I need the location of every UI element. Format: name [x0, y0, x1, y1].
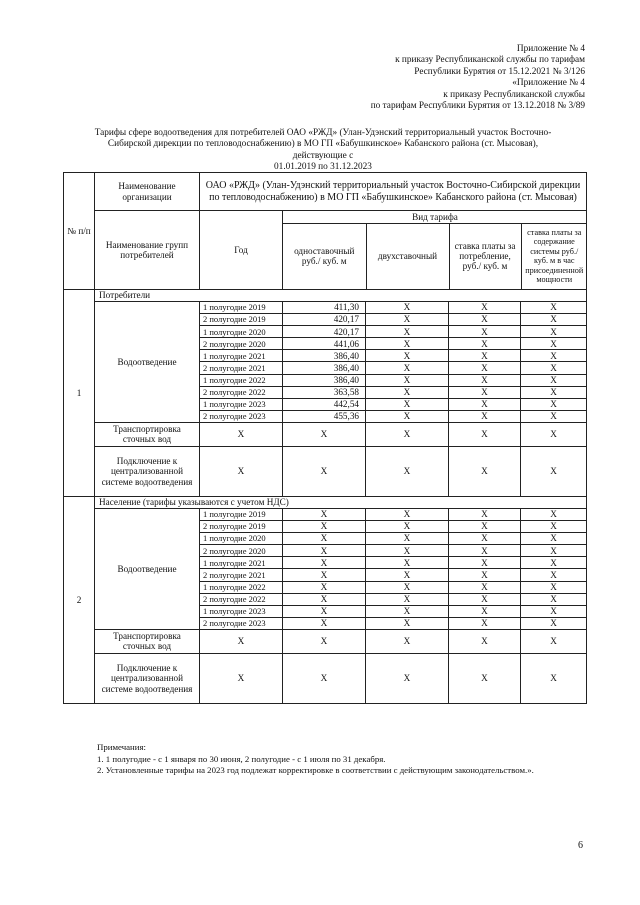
consumption-rate-cell: X: [449, 338, 521, 350]
period-cell: 2 полугодие 2020: [200, 545, 283, 557]
maintenance-rate-cell: X: [521, 302, 587, 314]
title-line: Сибирской дирекции по тепловодоснабжению) в МО ГП «Бабушкинское» Кабанского района (ст. Мысовая), действующие с: [107, 139, 539, 161]
connection-row: [64, 653, 587, 703]
table-row: [64, 302, 587, 314]
maintenance-rate-cell: X: [521, 533, 587, 545]
period-cell: 1 полугодие 2022: [200, 374, 283, 386]
period-cell: 2 полугодие 2020: [200, 338, 283, 350]
transport-cons-cell: X: [449, 422, 521, 446]
consumption-rate-cell: X: [449, 374, 521, 386]
header-single-rate: одноставочный руб./ куб. м: [283, 223, 366, 289]
transport-label: Транспортировка сточных вод: [95, 422, 200, 446]
maintenance-rate-cell: X: [521, 362, 587, 374]
annex-line: «Приложение № 4: [512, 78, 585, 89]
page-number: 6: [578, 840, 583, 851]
maintenance-rate-cell: X: [521, 521, 587, 533]
period-cell: 2 полугодие 2021: [200, 362, 283, 374]
period-cell: 1 полугодие 2019: [200, 302, 283, 314]
single-rate-cell: X: [283, 545, 366, 557]
single-rate-cell: 441,06: [283, 338, 366, 350]
two-rate-cell: X: [366, 581, 449, 593]
maintenance-rate-cell: X: [521, 314, 587, 326]
consumption-rate-cell: X: [449, 350, 521, 362]
transport-single-cell: X: [283, 629, 366, 653]
maintenance-rate-cell: X: [521, 398, 587, 410]
period-cell: 1 полугодие 2022: [200, 581, 283, 593]
single-rate-cell: 386,40: [283, 362, 366, 374]
header-org-value: ОАО «РЖД» (Улан-Удэнский территориальный участок Восточно-Сибирской дирекции по тепловодоснабжению) в МО ГП «Бабушкинское» Кабанского района (ст. Мысовая): [200, 173, 587, 211]
consumption-rate-cell: X: [449, 593, 521, 605]
two-rate-cell: X: [366, 557, 449, 569]
two-rate-cell: X: [366, 314, 449, 326]
notes-heading: Примечания:: [97, 742, 146, 752]
transport-single-cell: X: [283, 422, 366, 446]
single-rate-cell: X: [283, 581, 366, 593]
transport-cons-cell: X: [449, 629, 521, 653]
period-cell: 1 полугодие 2023: [200, 398, 283, 410]
transport-year-cell: X: [200, 422, 283, 446]
header-two-rate: двухставочный: [366, 223, 449, 289]
section-title: Население (тарифы указываются с учетом НДС): [95, 496, 587, 508]
header-maintenance-rate: ставка платы за содержание системы руб./куб. м в час присоединенной мощности: [525, 228, 584, 285]
maintenance-rate-cell: X: [521, 338, 587, 350]
single-rate-cell: X: [283, 593, 366, 605]
transport-two-cell: X: [366, 629, 449, 653]
maintenance-rate-cell: X: [521, 605, 587, 617]
consumption-rate-cell: X: [449, 326, 521, 338]
document-title: [82, 128, 564, 174]
consumption-rate-cell: X: [449, 386, 521, 398]
maintenance-rate-cell: X: [521, 508, 587, 520]
header-consumption-rate: ставка платы за потребление, руб./ куб. м: [449, 223, 521, 289]
period-cell: 1 полугодие 2019: [200, 508, 283, 520]
maintenance-rate-cell: X: [521, 557, 587, 569]
two-rate-cell: X: [366, 350, 449, 362]
two-rate-cell: X: [366, 338, 449, 350]
header-tariff-type: Вид тарифа: [283, 211, 587, 223]
single-rate-cell: 411,30: [283, 302, 366, 314]
period-cell: 2 полугодие 2023: [200, 617, 283, 629]
consumption-rate-cell: X: [449, 362, 521, 374]
two-rate-cell: X: [366, 569, 449, 581]
annex-line: Приложение № 4: [516, 44, 585, 54]
single-rate-cell: X: [283, 508, 366, 520]
header-num: № п/п: [64, 173, 95, 290]
header-org-name: Наименование организации: [95, 173, 200, 211]
annex-line: к приказу Республиканской службы по тарифам: [395, 55, 585, 66]
maintenance-rate-cell: X: [521, 545, 587, 557]
two-rate-cell: X: [366, 533, 449, 545]
connection-cons-cell: X: [449, 653, 521, 703]
consumption-rate-cell: X: [449, 545, 521, 557]
connection-two-cell: X: [366, 653, 449, 703]
period-cell: 1 полугодие 2020: [200, 326, 283, 338]
service-name: Водоотведение: [95, 302, 200, 423]
consumption-rate-cell: X: [449, 581, 521, 593]
single-rate-cell: 420,17: [283, 326, 366, 338]
maintenance-rate-cell: X: [521, 374, 587, 386]
connection-label: Подключение к централизованной системе водоотведения: [95, 446, 200, 496]
annex-header: [265, 44, 585, 112]
transport-maint-cell: X: [521, 422, 587, 446]
transport-row: [64, 629, 587, 653]
two-rate-cell: X: [366, 593, 449, 605]
single-rate-cell: X: [283, 569, 366, 581]
consumption-rate-cell: X: [449, 569, 521, 581]
connection-year-cell: X: [200, 446, 283, 496]
period-cell: 1 полугодие 2020: [200, 533, 283, 545]
single-rate-cell: 442,54: [283, 398, 366, 410]
title-line: Тарифы сфере водоотведения для потребителей ОАО «РЖД» (Улан-Удэнский территориальный участок Восточно-: [94, 128, 552, 138]
connection-row: [64, 446, 587, 496]
annex-line: по тарифам Республики Бурятия от 13.12.2018 № 3/89: [370, 101, 585, 112]
two-rate-cell: X: [366, 386, 449, 398]
section-num: 2: [64, 496, 95, 703]
consumption-rate-cell: X: [449, 617, 521, 629]
period-cell: 2 полугодие 2022: [200, 593, 283, 605]
consumption-rate-cell: X: [449, 521, 521, 533]
two-rate-cell: X: [366, 302, 449, 314]
two-rate-cell: X: [366, 326, 449, 338]
title-line: 01.01.2019 по 31.12.2023: [274, 162, 372, 173]
period-cell: 2 полугодие 2019: [200, 314, 283, 326]
period-cell: 2 полугодие 2019: [200, 521, 283, 533]
two-rate-cell: X: [366, 362, 449, 374]
two-rate-cell: X: [366, 410, 449, 422]
connection-two-cell: X: [366, 446, 449, 496]
tariff-table: [63, 172, 587, 704]
two-rate-cell: X: [366, 374, 449, 386]
transport-maint-cell: X: [521, 629, 587, 653]
consumption-rate-cell: X: [449, 533, 521, 545]
period-cell: 2 полугодие 2022: [200, 386, 283, 398]
two-rate-cell: X: [366, 508, 449, 520]
maintenance-rate-cell: X: [521, 569, 587, 581]
consumption-rate-cell: X: [449, 605, 521, 617]
single-rate-cell: 420,17: [283, 314, 366, 326]
connection-maint-cell: X: [521, 653, 587, 703]
period-cell: 1 полугодие 2021: [200, 350, 283, 362]
single-rate-cell: X: [283, 617, 366, 629]
consumption-rate-cell: X: [449, 508, 521, 520]
maintenance-rate-cell: X: [521, 593, 587, 605]
connection-single-cell: X: [283, 653, 366, 703]
maintenance-rate-cell: X: [521, 386, 587, 398]
period-cell: 1 полугодие 2021: [200, 557, 283, 569]
period-cell: 2 полугодие 2021: [200, 569, 283, 581]
connection-maint-cell: X: [521, 446, 587, 496]
single-rate-cell: X: [283, 557, 366, 569]
connection-cons-cell: X: [449, 446, 521, 496]
two-rate-cell: X: [366, 617, 449, 629]
single-rate-cell: X: [283, 605, 366, 617]
service-name: Водоотведение: [95, 508, 200, 629]
two-rate-cell: X: [366, 545, 449, 557]
consumption-rate-cell: X: [449, 398, 521, 410]
section-num: 1: [64, 290, 95, 497]
consumption-rate-cell: X: [449, 410, 521, 422]
transport-two-cell: X: [366, 422, 449, 446]
note-item: 1. 1 полугодие - с 1 января по 30 июня, 2 полугодие - с 1 июля по 31 декабря.: [97, 753, 386, 764]
note-item: 2. Установленные тарифы на 2023 год подлежат корректировке в соответствии с действующим законодательством.».: [97, 765, 534, 776]
section-title: Потребители: [95, 290, 587, 302]
two-rate-cell: X: [366, 605, 449, 617]
two-rate-cell: X: [366, 398, 449, 410]
period-cell: 1 полугодие 2023: [200, 605, 283, 617]
header-year: Год: [200, 211, 283, 290]
consumption-rate-cell: X: [449, 557, 521, 569]
notes: [97, 742, 597, 777]
maintenance-rate-cell: X: [521, 326, 587, 338]
maintenance-rate-cell: X: [521, 410, 587, 422]
maintenance-rate-cell: X: [521, 581, 587, 593]
transport-row: [64, 422, 587, 446]
maintenance-rate-cell: X: [521, 617, 587, 629]
single-rate-cell: 386,40: [283, 350, 366, 362]
single-rate-cell: 386,40: [283, 374, 366, 386]
two-rate-cell: X: [366, 521, 449, 533]
annex-line: к приказу Республиканской службы: [443, 89, 585, 100]
header-group-name: Наименование групп потребителей: [95, 211, 200, 290]
transport-year-cell: X: [200, 629, 283, 653]
maintenance-rate-cell: X: [521, 350, 587, 362]
single-rate-cell: X: [283, 521, 366, 533]
table-row: [64, 508, 587, 520]
annex-line: Республики Бурятия от 15.12.2021 № 3/126: [414, 66, 585, 77]
connection-single-cell: X: [283, 446, 366, 496]
single-rate-cell: X: [283, 533, 366, 545]
single-rate-cell: 363,58: [283, 386, 366, 398]
consumption-rate-cell: X: [449, 302, 521, 314]
connection-label: Подключение к централизованной системе водоотведения: [95, 653, 200, 703]
single-rate-cell: 455,36: [283, 410, 366, 422]
connection-year-cell: X: [200, 653, 283, 703]
transport-label: Транспортировка сточных вод: [95, 629, 200, 653]
consumption-rate-cell: X: [449, 314, 521, 326]
period-cell: 2 полугодие 2023: [200, 410, 283, 422]
